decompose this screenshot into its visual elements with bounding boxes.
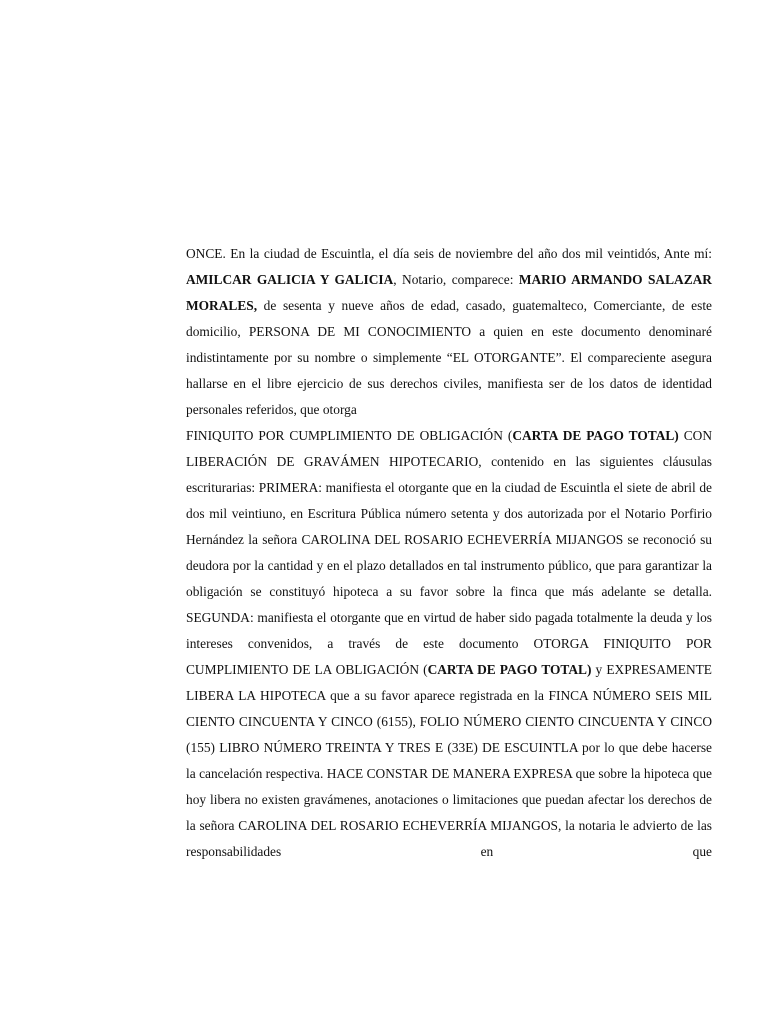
bold-text-segment: AMILCAR GALICIA Y GALICIA	[186, 272, 394, 287]
text-segment: de sesenta y nueve años de edad, casado, guatemalteco, Comerciante, de este domicilio, PERSONA DE MI CONOCIMIENTO a quien en este documento denominaré indistintamente por su nombre o simplemente “EL OTORGANTE”. El compareciente asegura hallarse en el libre ejercicio de sus derechos civiles, manifiesta ser de los datos de identidad personales referidos, que otorga	[186, 298, 712, 417]
bold-text-segment: MARIO ARMANDO SALAZAR MORALES,	[186, 272, 712, 313]
text-segment: ONCE. En la ciudad de Escuintla, el día seis de noviembre del año dos mil veintidós, Ante mí:	[186, 246, 712, 261]
text-segment: y EXPRESAMENTE LIBERA LA HIPOTECA que a su favor aparece registrada en la FINCA NÚMERO SEIS MIL CIENTO CINCUENTA Y CINCO (6155), FOLIO NÚMERO CIENTO CINCUENTA Y CINCO (155) LIBRO NÚMERO TREINTA Y TRES E (33E) DE ESCUINTLA por lo que debe hacerse la cancelación respectiva. HACE CONSTAR DE MANERA EXPRESA que sobre la hipoteca que hoy libera no existen gravámenes, anotaciones o limitaciones que puedan afectar los derechos de la señora CAROLINA DEL ROSARIO ECHEVERRÍA MIJANGOS, la notaria le advierto de las responsabilidades en que	[186, 662, 712, 859]
text-segment: , Notario, comparece:	[393, 272, 519, 287]
text-segment: FINIQUITO POR CUMPLIMIENTO DE OBLIGACIÓN (	[186, 428, 513, 443]
document-body	[186, 241, 712, 865]
text-segment: CON LIBERACIÓN DE GRAVÁMEN HIPOTECARIO, contenido en las siguientes cláusulas escriturarias: PRIMERA: manifiesta el otorgante que en la ciudad de Escuintla el siete de abril de dos mil veintiuno, en Escritura Pública número setenta y dos autorizada por el Notario Porfirio Hernández la señora CAROLINA DEL ROSARIO ECHEVERRÍA MIJANGOS se reconoció su deudora por la cantidad y en el plazo detallados en tal instrumento público, que para garantizar la obligación se constituyó hipoteca a su favor sobre la finca que más adelante se detalla. SEGUNDA: manifiesta el otorgante que en virtud de haber sido pagada totalmente la deuda y los intereses convenidos, a través de este documento OTORGA FINIQUITO POR CUMPLIMIENTO DE LA OBLIGACIÓN (	[186, 428, 712, 677]
document-paragraph	[186, 241, 712, 423]
bold-text-segment: CARTA DE PAGO TOTAL)	[427, 662, 592, 677]
bold-text-segment: CARTA DE PAGO TOTAL)	[512, 428, 679, 443]
document-paragraph	[186, 423, 712, 865]
